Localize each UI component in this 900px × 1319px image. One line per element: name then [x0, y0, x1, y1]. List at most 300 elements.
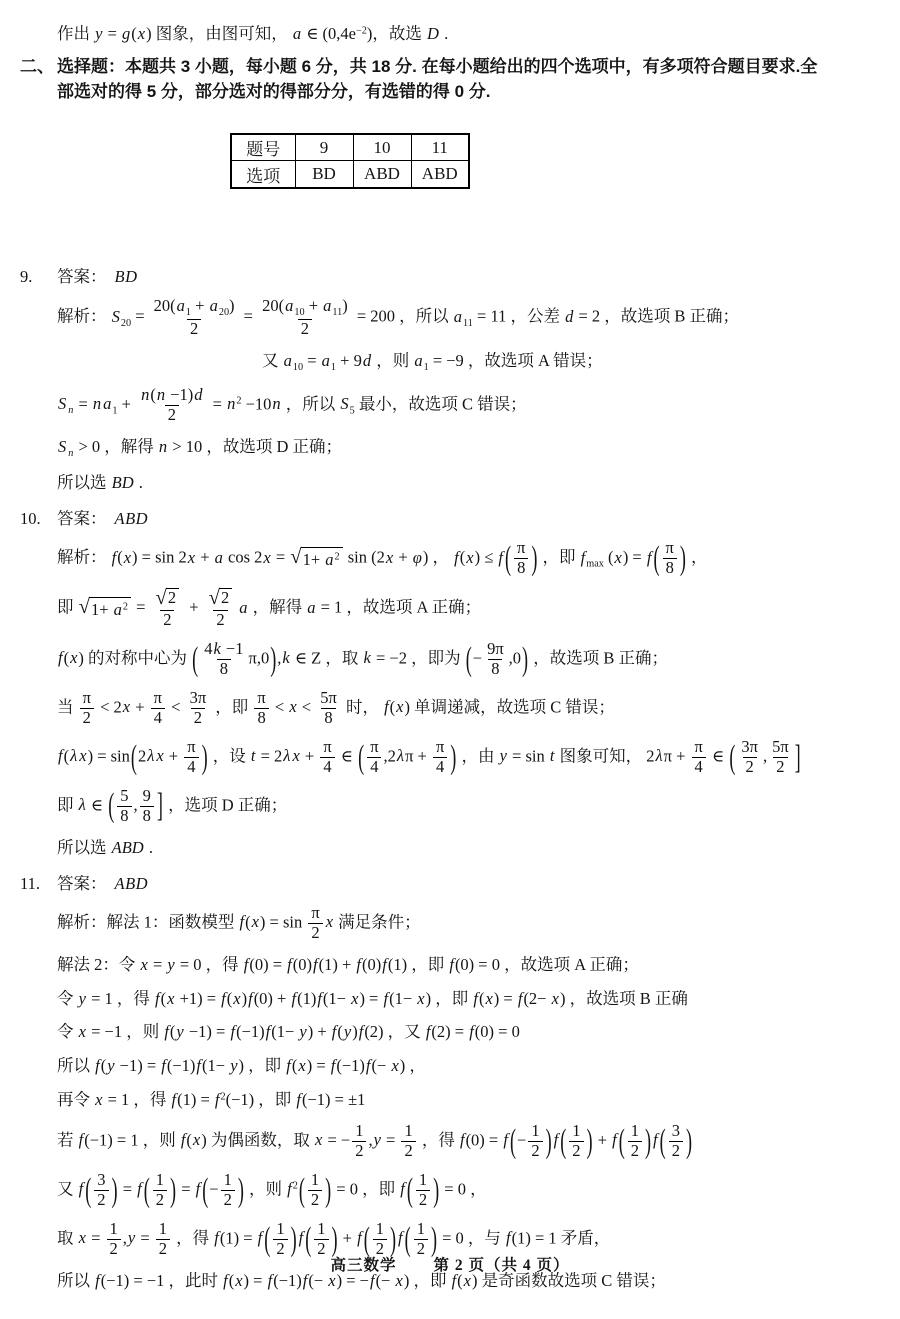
math-variable: x: [328, 1271, 336, 1290]
math-text: 即: [57, 795, 78, 815]
math-text: sin (2: [343, 547, 385, 567]
fden: [151, 708, 165, 728]
math-variable: x: [396, 697, 404, 717]
math-text: 2: [776, 756, 785, 776]
math-variable: x: [156, 746, 164, 766]
bigp: (: [465, 640, 472, 678]
fnum: [692, 738, 706, 757]
math-variable: f: [243, 954, 249, 974]
math-text: < 2: [95, 697, 122, 717]
question-number: 9.: [20, 266, 33, 286]
math-text: = 0 ，: [440, 1179, 487, 1199]
math-variable: x: [315, 1130, 323, 1150]
solution-line: [262, 349, 866, 376]
math-variable: f: [155, 988, 160, 1008]
math-text: −: [472, 648, 483, 668]
math-text: + 9: [336, 350, 362, 370]
fnum: [628, 1122, 642, 1141]
math-text: = −9 ，故选项 A 错误；: [428, 350, 603, 370]
math-text: ) +: [307, 1022, 331, 1042]
math-text: ∈: [707, 746, 729, 766]
math-text: 当: [57, 697, 78, 717]
bigp: ): [433, 1171, 440, 1209]
math-variable: f: [230, 1022, 236, 1042]
fnum: [314, 1220, 328, 1239]
fden: [184, 757, 198, 777]
math-text: (0): [362, 954, 382, 974]
math-text: 1: [317, 1219, 326, 1239]
fnum: [320, 738, 334, 757]
bigp: (: [560, 1122, 567, 1160]
math-variable: f: [451, 1271, 457, 1290]
math-text: 2: [375, 1239, 384, 1259]
math-text: 2: [82, 707, 91, 727]
math-text: +: [117, 393, 136, 413]
question-10-block: [20, 505, 866, 859]
msub: 10: [292, 361, 304, 373]
math-variable: S: [58, 436, 67, 456]
frac: [514, 539, 528, 578]
table-cell: BD: [295, 161, 353, 188]
frac: [187, 689, 210, 728]
fden: [140, 806, 154, 826]
question-number: 11.: [20, 873, 41, 893]
fnum: [308, 1171, 322, 1190]
math-text: 1: [155, 1170, 165, 1190]
math-text: =: [136, 1228, 154, 1248]
math-variable: a: [325, 549, 334, 569]
math-text: ) =: [622, 547, 646, 567]
solution-lines: [57, 539, 866, 859]
math-text: (: [63, 746, 70, 766]
math-text: +: [196, 547, 214, 567]
fden: [117, 806, 131, 826]
rad: √: [78, 595, 90, 618]
math-variable: x: [385, 547, 394, 567]
bigp: (: [264, 1220, 271, 1258]
math-text: (: [169, 1022, 176, 1042]
math-text: 4: [694, 756, 703, 776]
math-variable: f: [503, 1130, 508, 1150]
fden: [488, 659, 502, 679]
math-text: 1: [158, 1219, 168, 1239]
math-variable: f: [469, 1022, 474, 1042]
table-header-cell: 选项: [231, 161, 295, 188]
sqrt: [290, 547, 342, 572]
math-text: 2: [531, 1141, 540, 1161]
math-text: 满足条件；: [334, 911, 421, 931]
bigp: ): [430, 1220, 437, 1258]
math-text: (−1): [336, 1056, 365, 1076]
footer-page-number: 第 2 页（共 4 页）: [433, 1257, 570, 1274]
math-text: (1−: [271, 1022, 299, 1042]
math-text: 所以选: [57, 837, 111, 857]
math-text: π: [187, 736, 196, 756]
bigp: (: [192, 640, 199, 678]
math-variable: y: [176, 1022, 184, 1042]
frac: [117, 787, 131, 826]
math-text: 8: [324, 707, 333, 727]
math-text: 即: [57, 597, 78, 617]
math-text: 1+: [302, 549, 325, 569]
answer-value: ABD: [114, 873, 149, 893]
math-text: 作出: [57, 24, 95, 43]
math-variable: a: [103, 393, 112, 413]
math-variable: a: [113, 599, 122, 619]
fnum: [156, 1220, 170, 1239]
math-text: (1) = 1 矛盾，: [511, 1228, 611, 1248]
math-variable: f: [214, 1090, 220, 1110]
fden: [528, 1141, 542, 1161]
math-text: ) ，: [422, 547, 454, 567]
math-text: π,0: [248, 648, 270, 668]
math-text: 8: [120, 805, 129, 825]
math-text: 解法 2：令: [57, 954, 140, 974]
bigp: (: [504, 539, 512, 577]
math-text: = 2 ，故选项 B 正确；: [574, 306, 740, 326]
math-text: ) =: [243, 1271, 267, 1290]
math-text: (: [160, 988, 167, 1008]
math-text: 若: [57, 1130, 78, 1150]
table-cell: ABD: [353, 161, 411, 188]
question-11-block: [20, 870, 866, 1293]
math-variable: k: [282, 648, 290, 668]
math-text: 4: [153, 707, 162, 727]
math-text: +: [191, 295, 209, 315]
math-text: 20(: [153, 295, 176, 315]
answer-label: 答案：: [57, 873, 107, 893]
math-text: ，得: [417, 1130, 459, 1150]
math-text: (: [457, 1271, 463, 1290]
math-text: (1−: [389, 988, 417, 1008]
frac: [205, 588, 237, 630]
math-text: = 0 ，即: [332, 1179, 400, 1199]
math-text: 2: [418, 1190, 428, 1210]
solution-line: [57, 1054, 866, 1078]
math-variable: a: [453, 306, 463, 326]
math-text: =: [303, 350, 321, 370]
bigp: (: [305, 1220, 312, 1258]
frac: [308, 1171, 322, 1210]
msup: 2: [220, 1091, 226, 1103]
fnum: [317, 689, 340, 708]
math-text: ∈: [86, 795, 108, 815]
bigp: (: [406, 1171, 413, 1209]
solution-line: [57, 386, 866, 425]
math-variable: y: [78, 988, 86, 1008]
math-variable: f: [95, 1056, 100, 1076]
fden: [308, 1190, 322, 1210]
math-text: 1: [404, 1121, 413, 1141]
msub: max: [586, 558, 604, 570]
math-variable: f: [449, 954, 454, 974]
math-text: ，则: [244, 1179, 287, 1199]
math-text: (: [100, 1056, 107, 1076]
math-text: 2: [193, 707, 202, 727]
math-text: (0) = 0 ，故选项 A 正确；: [454, 954, 639, 974]
math-variable: y: [95, 24, 103, 43]
math-text: ,0: [508, 648, 522, 668]
math-variable: f: [221, 988, 226, 1008]
bigp: (: [108, 786, 115, 824]
math-text: (−: [371, 1056, 391, 1076]
table-header-cell: 题号: [231, 134, 295, 161]
frac: [320, 738, 334, 777]
frac: [259, 297, 351, 339]
math-variable: D: [427, 24, 439, 43]
solution-line: [57, 1171, 866, 1210]
frac: [80, 689, 94, 728]
math-text: −1) =: [115, 1056, 161, 1076]
math-variable: f: [398, 1228, 403, 1248]
math-text: =: [177, 1179, 195, 1199]
fden: [669, 1141, 683, 1161]
table-cell: 11: [411, 134, 469, 161]
math-text: 4: [370, 756, 379, 776]
answer-label: 答案：: [57, 509, 107, 529]
math-text: +: [131, 697, 149, 717]
math-text: )，故选: [366, 24, 427, 43]
math-variable: x: [79, 746, 87, 766]
math-text: (−1) = 1 ，则: [84, 1130, 180, 1150]
fden: [352, 1141, 366, 1161]
math-text: (: [117, 547, 123, 567]
math-text: <: [167, 697, 185, 717]
frac: [669, 1122, 683, 1161]
math-variable: y: [343, 1022, 352, 1042]
math-variable: f: [287, 954, 292, 974]
solution-line: [57, 738, 866, 777]
math-text: (: [63, 648, 70, 668]
math-variable: f: [454, 547, 459, 567]
bigp: (: [363, 1220, 370, 1258]
fnum: [221, 1171, 235, 1190]
math-text: ，选项 D 正确；: [163, 795, 288, 815]
fden: [308, 923, 322, 943]
table-cell: ABD: [411, 161, 469, 188]
math-text: ) ，即: [425, 988, 473, 1008]
math-variable: x: [235, 1271, 243, 1290]
math-variable: n: [156, 384, 166, 404]
math-variable: a: [285, 295, 294, 315]
math-text: > 0 ，解得: [74, 436, 158, 456]
msub: 1: [330, 361, 337, 373]
math-variable: λ: [147, 746, 155, 766]
answer-line: [20, 870, 866, 894]
solution-line: [57, 904, 866, 943]
bigp: ): [170, 1171, 177, 1209]
bigp: ): [325, 1171, 332, 1209]
fnum: [433, 738, 447, 757]
math-text: =: [86, 1228, 105, 1248]
math-text: ，则: [372, 350, 414, 370]
fden: [692, 757, 706, 777]
math-text: 3: [671, 1121, 680, 1141]
math-variable: f: [506, 1228, 511, 1248]
solution-line: [57, 689, 866, 728]
bigp: (: [130, 737, 137, 775]
frac: [416, 1171, 430, 1210]
math-text: 2: [404, 1141, 413, 1161]
math-variable: f: [291, 988, 297, 1008]
math-text: π: [370, 736, 379, 756]
math-text: = 2: [256, 746, 283, 766]
bigp: ): [586, 1122, 593, 1160]
msub: 10: [294, 307, 305, 318]
math-text: 时，: [341, 697, 384, 717]
math-text: 最小，故选项 C 错误；: [354, 393, 527, 413]
answer-line: [20, 505, 866, 529]
answer-label: 答案：: [57, 266, 107, 286]
math-text: ) = sin: [259, 911, 307, 931]
math-text: 所以: [57, 1271, 95, 1290]
math-variable: x: [140, 954, 148, 974]
fden: [663, 558, 677, 578]
math-text: ) = sin: [87, 746, 130, 766]
fnum: [514, 539, 528, 558]
math-variable: f: [369, 1271, 375, 1290]
msub: 5: [349, 404, 355, 416]
math-variable: a: [209, 295, 218, 315]
math-text: 3π: [189, 687, 207, 707]
msup: −2: [356, 25, 367, 37]
math-text: (2) ，又: [364, 1022, 425, 1042]
frac: [401, 1122, 415, 1161]
sqbody: [166, 588, 179, 608]
frac: [254, 689, 268, 728]
math-variable: f: [331, 1022, 337, 1042]
math-text: .: [439, 24, 449, 43]
bigp: (: [509, 1122, 516, 1160]
math-variable: f: [317, 988, 322, 1008]
math-text: ∈ (0,4e: [302, 24, 357, 43]
math-variable: f: [161, 1056, 166, 1076]
math-variable: d: [362, 350, 372, 370]
fnum: [151, 297, 238, 319]
math-text: 2: [163, 610, 172, 629]
frac: [308, 904, 322, 943]
math-variable: n: [68, 404, 74, 416]
frac: [692, 738, 706, 777]
math-text: (1) =: [219, 1228, 257, 1248]
msup: 2: [334, 551, 340, 563]
math-text: 2: [311, 922, 320, 942]
math-text: (−1): [166, 1056, 196, 1076]
fnum: [140, 787, 154, 806]
math-variable: x: [78, 1228, 86, 1248]
table-row-answers: [231, 161, 469, 188]
math-text: ，所以: [281, 393, 340, 413]
fden: [743, 757, 757, 777]
math-text: 2: [158, 1239, 168, 1259]
rad: √: [290, 545, 302, 568]
math-text: −1: [221, 638, 244, 658]
math-text: 2: [97, 1190, 106, 1210]
fnum: [137, 386, 206, 405]
solution-line: [57, 471, 866, 495]
fnum: [308, 904, 322, 923]
math-variable: y: [499, 746, 507, 766]
fden: [94, 1190, 108, 1210]
math-text: (: [459, 547, 466, 567]
math-text: +: [164, 746, 183, 766]
fnum: [738, 738, 761, 757]
math-text: =: [103, 24, 122, 43]
math-text: 又: [57, 1179, 78, 1199]
answer-value: BD: [114, 266, 138, 286]
bigp: ): [237, 1171, 244, 1209]
math-variable: f: [78, 1179, 84, 1199]
math-text: =: [74, 393, 92, 413]
bigp: ): [522, 640, 529, 678]
math-variable: x: [137, 24, 146, 43]
math-text: 2: [300, 318, 310, 338]
math-text: ，即: [211, 697, 253, 717]
fnum: [484, 640, 507, 659]
math-variable: n: [68, 447, 74, 459]
math-text: 解析：解法 1：函数模型: [57, 911, 239, 931]
math-text: <: [297, 697, 316, 717]
math-variable: x: [70, 648, 78, 668]
math-variable: x: [466, 547, 474, 567]
frac: [317, 689, 340, 728]
fnum: [769, 738, 792, 757]
fnum: [259, 297, 351, 319]
fnum: [151, 689, 165, 708]
math-text: ,: [762, 746, 768, 766]
fnum: [184, 738, 198, 757]
math-variable: x: [391, 1056, 399, 1076]
question-9-block: [20, 263, 866, 495]
math-variable: f: [517, 988, 523, 1008]
math-variable: k: [213, 638, 221, 658]
math-variable: S: [111, 306, 120, 326]
math-text: 8: [517, 558, 526, 578]
math-text: = 11 ，公差: [472, 306, 565, 326]
answer-value: ABD: [114, 509, 149, 529]
frac: [153, 1171, 167, 1210]
math-variable: y: [167, 954, 175, 974]
math-variable: x: [614, 547, 622, 567]
msub: 20: [120, 317, 132, 329]
math-text: 5π: [772, 736, 789, 756]
bigp: (: [85, 1171, 92, 1209]
rad: √: [155, 587, 167, 610]
fden: [254, 708, 268, 728]
frac: [769, 738, 792, 777]
math-text: cos 2: [223, 547, 263, 567]
math-text: (0) = 0: [474, 1022, 520, 1042]
math-text: (1) =: [177, 1090, 214, 1110]
solution-line: [57, 435, 866, 462]
math-text: 2: [109, 1239, 118, 1259]
bigp: (: [729, 737, 736, 775]
math-text: ∈: [336, 746, 358, 766]
math-text: 1: [310, 1170, 320, 1190]
math-text: ，: [686, 547, 708, 567]
math-text: ) 图象，由图可知，: [146, 24, 292, 43]
math-variable: f: [180, 1130, 186, 1150]
fnum: [187, 689, 210, 708]
math-text: ,: [277, 648, 282, 668]
math-text: ) =: [493, 988, 517, 1008]
math-variable: n: [141, 384, 150, 404]
fnum: [273, 1220, 287, 1239]
frac: [352, 1122, 366, 1161]
math-text: =: [239, 306, 258, 326]
math-text: 2: [167, 588, 177, 608]
math-text: ) = sin 2: [132, 547, 187, 567]
